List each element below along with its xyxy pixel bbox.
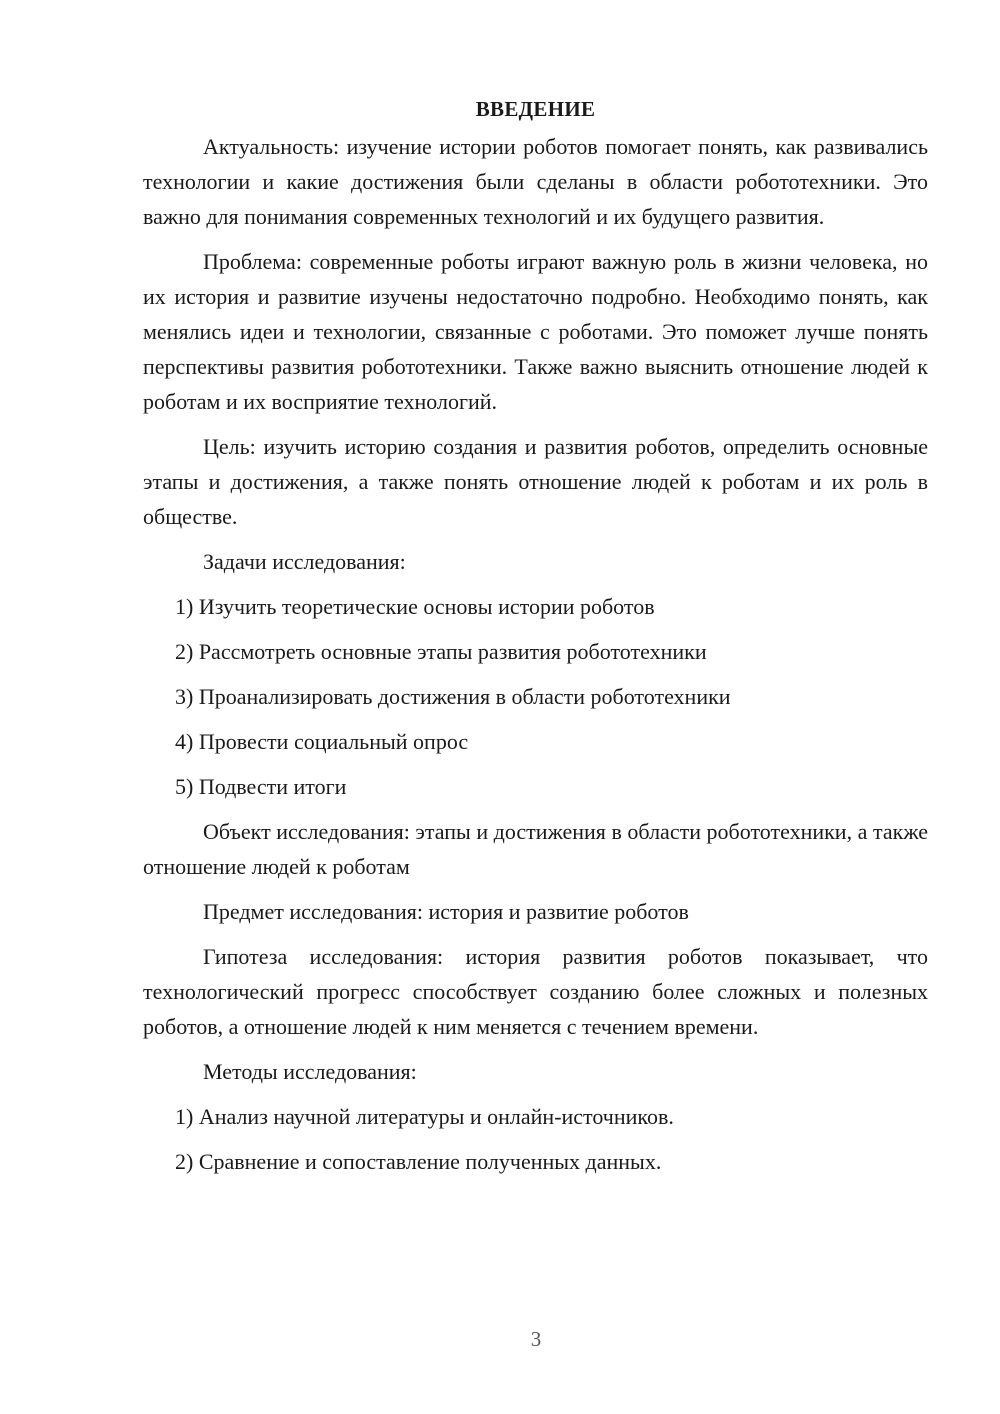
hypothesis-paragraph: Гипотеза исследования: история развития роботов показывает, что технологический прогресс способствует созданию более сложных и полезных роботов, а отношение людей к ним меняется с течением времени.	[143, 944, 928, 1039]
tasks-list	[143, 589, 928, 804]
goal-paragraph: Цель: изучить историю создания и развития роботов, определить основные этапы и достижения, а также понять отношение людей к роботам и их роль в обществе.	[143, 434, 928, 529]
methods-heading: Методы исследования:	[203, 1059, 417, 1084]
list-item: 4) Провести социальный опрос	[175, 729, 469, 754]
page-number: 3	[530, 1327, 542, 1351]
object-paragraph: Объект исследования: этапы и достижения в области робототехники, а также отношение людей к роботам	[143, 819, 928, 879]
list-item: 2) Рассмотреть основные этапы развития робототехники	[175, 639, 707, 664]
section-title: ВВЕДЕНИЕ	[475, 97, 596, 121]
list-item: 3) Проанализировать достижения в области робототехники	[175, 684, 731, 709]
methods-list	[143, 1099, 928, 1179]
problem-paragraph: Проблема: современные роботы играют важную роль в жизни человека, но их история и развитие изучены недостаточно подробно. Необходимо понять, как менялись идеи и технологии, связанные с роботами. Это поможет лучше понять перспективы развития робототехники. Также важно выяснить отношение людей к роботам и их восприятие технологий.	[143, 249, 928, 414]
list-item: 1) Анализ научной литературы и онлайн-источников.	[175, 1104, 674, 1129]
list-item: 1) Изучить теоретические основы истории роботов	[175, 594, 655, 619]
relevance-paragraph: Актуальность: изучение истории роботов помогает понять, как развивались технологии и какие достижения были сделаны в области робототехники. Это важно для понимания современных технологий и их будущего развития.	[143, 134, 928, 229]
document-page	[143, 92, 928, 1189]
subject-paragraph: Предмет исследования: история и развитие роботов	[203, 899, 689, 924]
list-item: 5) Подвести итоги	[175, 774, 347, 799]
tasks-heading: Задачи исследования:	[203, 549, 406, 574]
list-item: 2) Сравнение и сопоставление полученных данных.	[175, 1149, 662, 1174]
